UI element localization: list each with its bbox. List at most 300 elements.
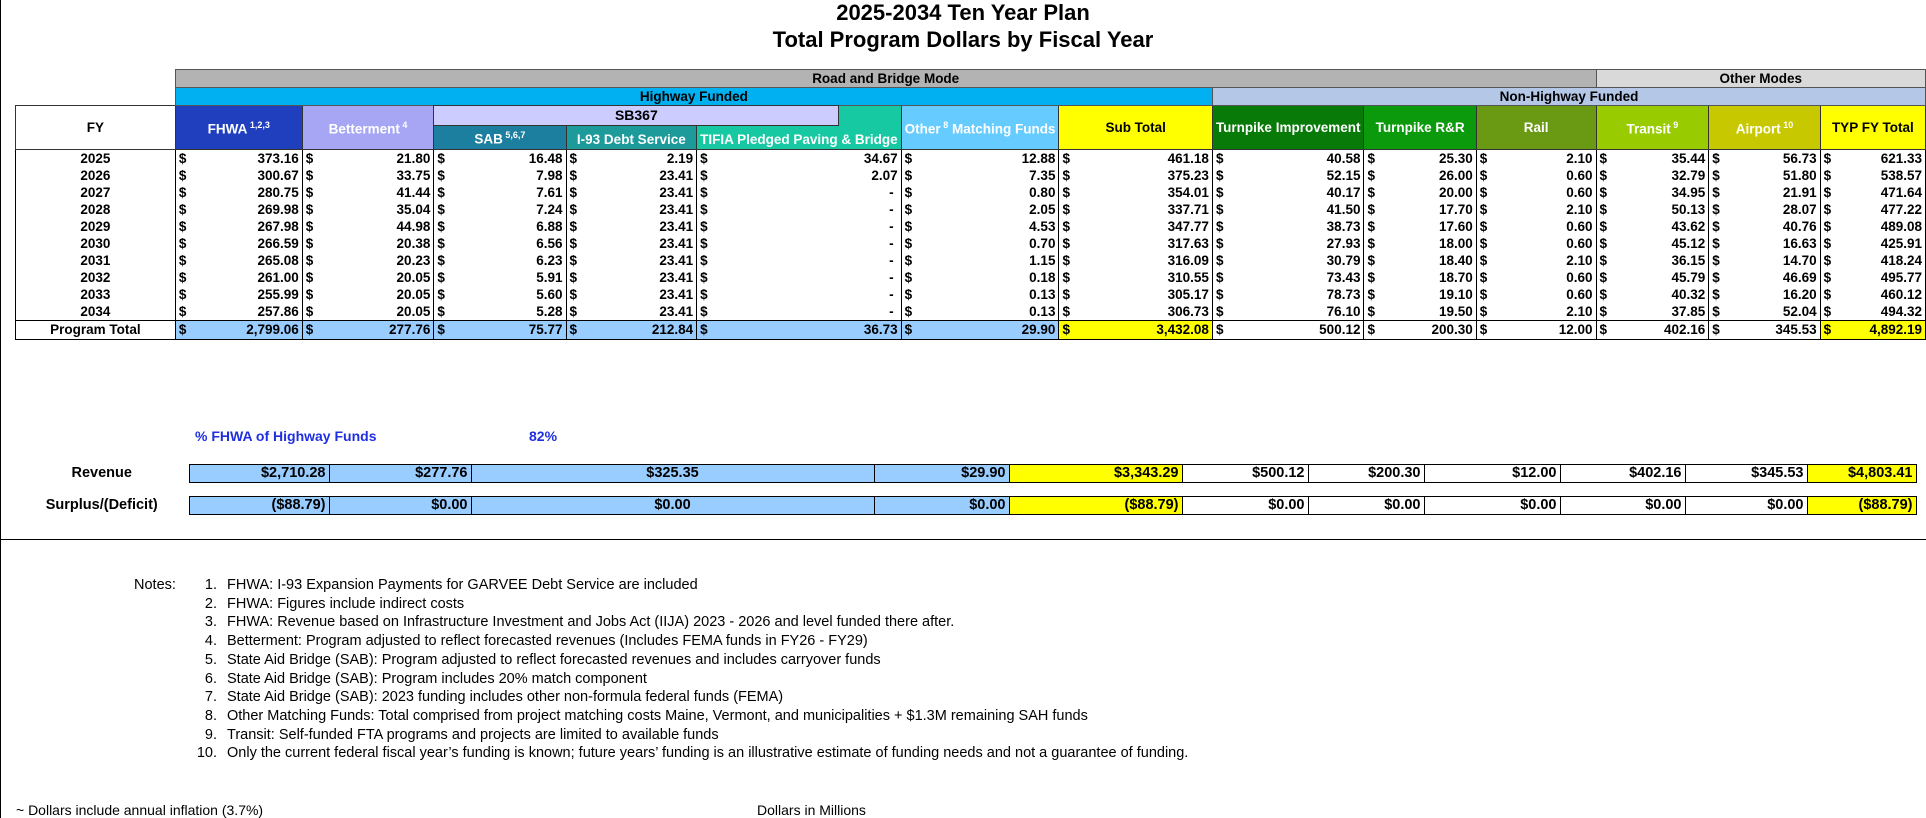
currency-sign: $ xyxy=(1215,252,1224,268)
currency-sign: $ xyxy=(178,252,187,268)
subtotal-cell xyxy=(1059,269,1212,286)
turnpike-rr-cell: $0.00 xyxy=(1308,497,1424,515)
airport-cell xyxy=(1709,235,1820,252)
amount: 5.28 xyxy=(536,303,563,319)
currency-sign: $ xyxy=(437,303,445,319)
amount: 18.40 xyxy=(1438,252,1473,268)
currency-sign: $ xyxy=(1823,269,1832,285)
fhwa-cell xyxy=(175,201,302,218)
currency-sign: $ xyxy=(178,167,187,183)
currency-sign: $ xyxy=(1712,322,1720,337)
sb367-cell: $325.35 xyxy=(471,465,874,483)
total-cell xyxy=(1820,167,1925,184)
currency-sign: $ xyxy=(569,286,578,302)
currency-sign: $ xyxy=(904,322,913,337)
currency-sign: $ xyxy=(569,184,578,200)
amount: 317.63 xyxy=(1167,235,1209,251)
table-row xyxy=(16,201,1926,218)
currency-sign: $ xyxy=(437,167,445,183)
amount: - xyxy=(889,201,894,217)
currency-sign: $ xyxy=(1215,201,1224,217)
fy-cell: 2026 xyxy=(16,167,176,184)
currency-sign: $ xyxy=(700,269,708,285)
betterment-cell xyxy=(302,303,434,321)
currency-sign: $ xyxy=(1479,235,1488,251)
turnpike_imp-cell xyxy=(1212,252,1364,269)
amount: - xyxy=(889,286,894,302)
currency-sign: $ xyxy=(1062,150,1070,166)
other-cell xyxy=(901,269,1059,286)
amount: 0.13 xyxy=(1029,303,1056,319)
notes-label: Notes: xyxy=(134,577,176,593)
amount: 23.41 xyxy=(659,218,694,234)
airport-cell xyxy=(1709,184,1820,201)
amount: 375.23 xyxy=(1167,167,1209,183)
currency-sign: $ xyxy=(700,184,708,200)
subtotal-cell xyxy=(1059,149,1212,167)
total-cell xyxy=(1820,201,1925,218)
fy-cell: 2031 xyxy=(16,252,176,269)
currency-sign: $ xyxy=(1367,303,1375,319)
amount: 16.48 xyxy=(528,150,563,166)
rail-cell xyxy=(1476,218,1596,235)
amount: 12.88 xyxy=(1021,150,1056,166)
currency-sign: $ xyxy=(569,167,578,183)
sb367-header: SB367 xyxy=(433,105,839,126)
betterment-footnote-ref: 4 xyxy=(399,120,408,130)
typ-fy-total-cell: ($88.79) xyxy=(1807,497,1916,515)
amount: 200.30 xyxy=(1431,322,1473,337)
currency-sign: $ xyxy=(305,252,314,268)
airport-cell xyxy=(1709,167,1820,184)
tifia-cell xyxy=(697,201,902,218)
sub-total-cell: ($88.79) xyxy=(1009,497,1182,515)
typ-fy-total-column-header xyxy=(1820,106,1925,150)
fhwa-cell xyxy=(175,286,302,303)
amount: 0.60 xyxy=(1566,167,1593,183)
other-cell xyxy=(901,286,1059,303)
sab-cell xyxy=(434,320,566,339)
amount: 27.93 xyxy=(1326,235,1361,251)
amount: 35.04 xyxy=(396,201,431,217)
currency-sign: $ xyxy=(1599,269,1608,285)
amount: 347.77 xyxy=(1167,218,1209,234)
currency-sign: $ xyxy=(1215,167,1224,183)
amount: 425.91 xyxy=(1880,235,1922,251)
amount: 23.41 xyxy=(659,269,694,285)
amount: 23.41 xyxy=(659,303,694,319)
turnpike-rr-label: Turnpike R&R xyxy=(1375,119,1465,135)
amount: 354.01 xyxy=(1167,184,1209,200)
amount: - xyxy=(889,303,894,319)
amount: 20.00 xyxy=(1438,184,1473,200)
currency-sign: $ xyxy=(1823,218,1832,234)
i93-cell xyxy=(566,235,697,252)
amount: 280.75 xyxy=(257,184,299,200)
amount: 34.67 xyxy=(863,150,898,166)
sab-cell xyxy=(434,252,566,269)
airport-cell xyxy=(1709,201,1820,218)
amount: 36.15 xyxy=(1671,252,1706,268)
rail-cell xyxy=(1476,269,1596,286)
amount: 402.16 xyxy=(1664,322,1706,337)
total-cell xyxy=(1820,320,1925,339)
fy-cell: 2029 xyxy=(16,218,176,235)
currency-sign: $ xyxy=(569,269,578,285)
amount: 0.18 xyxy=(1029,269,1056,285)
currency-sign: $ xyxy=(1712,218,1720,234)
amount: 21.80 xyxy=(396,150,431,166)
amount: 7.24 xyxy=(536,201,563,217)
turnpike-rr-column-header xyxy=(1364,106,1476,150)
currency-sign: $ xyxy=(1062,235,1070,251)
table-row xyxy=(16,184,1926,201)
currency-sign: $ xyxy=(178,269,187,285)
amount: 261.00 xyxy=(257,269,299,285)
currency-sign: $ xyxy=(1062,252,1070,268)
rail-cell xyxy=(1476,252,1596,269)
currency-sign: $ xyxy=(1599,150,1608,166)
currency-sign: $ xyxy=(1062,201,1070,217)
amount: 0.60 xyxy=(1566,235,1593,251)
amount: 7.61 xyxy=(536,184,563,200)
tifia-cell xyxy=(697,235,902,252)
currency-sign: $ xyxy=(1712,235,1720,251)
currency-sign: $ xyxy=(1599,286,1608,302)
i93-cell xyxy=(566,303,697,321)
amount: 16.63 xyxy=(1782,235,1817,251)
currency-sign: $ xyxy=(437,150,445,166)
fy-cell: 2034 xyxy=(16,303,176,321)
fhwa-label: FHWA xyxy=(207,121,248,137)
rail-label: Rail xyxy=(1523,119,1549,135)
other-cell xyxy=(901,218,1059,235)
notes-section xyxy=(134,576,1188,763)
currency-sign: $ xyxy=(904,235,913,251)
program-total-label: Program Total xyxy=(16,320,176,339)
sab-label: SAB xyxy=(474,131,503,147)
amount: 266.59 xyxy=(257,235,299,251)
program-total-row xyxy=(16,320,1926,339)
fy-cell: 2028 xyxy=(16,201,176,218)
i93-cell xyxy=(566,286,697,303)
currency-sign: $ xyxy=(1062,184,1070,200)
i93-debt-service-label: I-93 Debt Service xyxy=(576,131,686,147)
currency-sign: $ xyxy=(1599,184,1608,200)
amount: 32.79 xyxy=(1671,167,1706,183)
fhwa-footnote-ref: 1,2,3 xyxy=(247,120,270,130)
turnpike-improvement-cell: $0.00 xyxy=(1182,497,1308,515)
betterment-label: Betterment xyxy=(328,121,400,137)
currency-sign: $ xyxy=(1215,150,1224,166)
amount: 5.91 xyxy=(536,269,563,285)
turnpike_rr-cell xyxy=(1364,286,1476,303)
amount: 16.20 xyxy=(1782,286,1817,302)
note-item: 1. FHWA: I-93 Expansion Payments for GARVEE Debt Service are included xyxy=(221,576,1188,595)
i93-cell xyxy=(566,201,697,218)
rail-cell xyxy=(1476,235,1596,252)
amount: 418.24 xyxy=(1880,252,1922,268)
amount: 40.32 xyxy=(1671,286,1706,302)
total-cell xyxy=(1820,269,1925,286)
currency-sign: $ xyxy=(700,150,708,166)
currency-sign: $ xyxy=(1367,269,1375,285)
betterment-cell xyxy=(302,320,434,339)
pct-fhwa-label: % FHWA of Highway Funds xyxy=(195,428,377,444)
amount: 305.17 xyxy=(1167,286,1209,302)
amount: 20.23 xyxy=(396,252,431,268)
sab-footnote-ref: 5,6,7 xyxy=(502,130,526,140)
transit-cell xyxy=(1596,252,1709,269)
revenue-row xyxy=(15,465,1916,483)
currency-sign: $ xyxy=(1823,184,1832,200)
currency-sign: $ xyxy=(1062,322,1070,337)
amount: 212.84 xyxy=(651,322,694,337)
transit-cell xyxy=(1596,184,1709,201)
mode-header-row xyxy=(16,70,1926,88)
turnpike_rr-cell xyxy=(1364,167,1476,184)
amount: 40.17 xyxy=(1326,184,1361,200)
currency-sign: $ xyxy=(305,303,314,319)
amount: 75.77 xyxy=(528,322,563,337)
airport-cell xyxy=(1709,252,1820,269)
amount: 52.04 xyxy=(1782,303,1817,319)
page-title: 2025-2034 Ten Year Plan xyxy=(836,0,1090,25)
betterment-column-header xyxy=(302,106,434,150)
amount: 0.60 xyxy=(1566,218,1593,234)
airport-footnote-ref: 10 xyxy=(1780,120,1794,130)
transit-cell xyxy=(1596,320,1709,339)
subtotal-cell xyxy=(1059,201,1212,218)
amount: 23.41 xyxy=(659,286,694,302)
currency-sign: $ xyxy=(1599,201,1608,217)
currency-sign: $ xyxy=(178,322,187,337)
currency-sign: $ xyxy=(1599,322,1608,337)
tifia-cell xyxy=(697,167,902,184)
non-highway-funded-header: Non-Highway Funded xyxy=(1212,88,1925,106)
amount: 621.33 xyxy=(1880,150,1922,166)
amount: 46.69 xyxy=(1782,269,1817,285)
i93-cell xyxy=(566,269,697,286)
sub-total-cell: $3,343.29 xyxy=(1009,465,1182,483)
i93-cell xyxy=(566,252,697,269)
tifia-label: TIFIA Pledged Paving & Bridge xyxy=(700,131,898,147)
amount: 6.23 xyxy=(536,252,563,268)
amount: 6.88 xyxy=(536,218,563,234)
rail-cell xyxy=(1476,303,1596,321)
currency-sign: $ xyxy=(904,252,913,268)
table-row xyxy=(16,235,1926,252)
currency-sign: $ xyxy=(1712,201,1720,217)
fy-cell: 2032 xyxy=(16,269,176,286)
note-item: 7. State Aid Bridge (SAB): 2023 funding includes other non-formula federal funds (FEMA) xyxy=(221,688,1188,707)
fy-cell: 2033 xyxy=(16,286,176,303)
amount: 28.07 xyxy=(1782,201,1817,217)
other-modes-header: Other Modes xyxy=(1596,70,1925,88)
currency-sign: $ xyxy=(178,218,187,234)
table-row xyxy=(16,149,1926,167)
amount: 52.15 xyxy=(1326,167,1361,183)
note-item: 4. Betterment: Program adjusted to reflect forecasted revenues (Includes FEMA funds in FY26 - FY29) xyxy=(221,632,1188,651)
currency-sign: $ xyxy=(437,269,445,285)
note-item: 3. FHWA: Revenue based on Infrastructure Investment and Jobs Act (IIJA) 2023 - 2026 and level funded there after. xyxy=(221,613,1188,632)
airport-cell: $345.53 xyxy=(1685,465,1807,483)
tifia-cell xyxy=(697,149,902,167)
currency-sign: $ xyxy=(1367,201,1375,217)
transit-cell xyxy=(1596,201,1709,218)
currency-sign: $ xyxy=(1215,286,1224,302)
currency-sign: $ xyxy=(1215,322,1224,337)
currency-sign: $ xyxy=(904,167,913,183)
currency-sign: $ xyxy=(437,322,445,337)
currency-sign: $ xyxy=(1479,286,1488,302)
betterment-cell xyxy=(302,184,434,201)
currency-sign: $ xyxy=(1823,235,1832,251)
funding-header-row xyxy=(16,88,1926,106)
airport-cell xyxy=(1709,320,1820,339)
currency-sign: $ xyxy=(1712,167,1720,183)
tifia-cell xyxy=(697,320,902,339)
amount: 310.55 xyxy=(1167,269,1209,285)
amount: 18.70 xyxy=(1438,269,1473,285)
amount: 18.00 xyxy=(1438,235,1473,251)
amount: 33.75 xyxy=(396,167,431,183)
currency-sign: $ xyxy=(569,235,578,251)
currency-sign: $ xyxy=(1367,150,1375,166)
turnpike_rr-cell xyxy=(1364,320,1476,339)
currency-sign: $ xyxy=(1599,218,1608,234)
airport-label: Airport xyxy=(1735,121,1781,137)
transit-footnote-ref: 9 xyxy=(1670,120,1679,130)
amount: 21.91 xyxy=(1782,184,1817,200)
amount: 0.60 xyxy=(1566,269,1593,285)
revenue-label: Revenue xyxy=(15,465,189,483)
currency-sign: $ xyxy=(1712,303,1720,319)
currency-sign: $ xyxy=(1215,269,1224,285)
tifia-cell xyxy=(697,218,902,235)
rail-cell: $0.00 xyxy=(1424,497,1560,515)
note-item: 2. FHWA: Figures include indirect costs xyxy=(221,595,1188,614)
column-header-row xyxy=(16,106,1926,150)
other-cell xyxy=(901,167,1059,184)
rail-cell xyxy=(1476,149,1596,167)
fy-cell: 2030 xyxy=(16,235,176,252)
highway-funded-header: Highway Funded xyxy=(175,88,1212,106)
amount: 0.60 xyxy=(1566,286,1593,302)
amount: 2.10 xyxy=(1566,252,1593,268)
turnpike_rr-cell xyxy=(1364,218,1476,235)
amount: 41.50 xyxy=(1326,201,1361,217)
currency-sign: $ xyxy=(305,286,314,302)
other-matching-label: Other xyxy=(904,121,941,137)
currency-sign: $ xyxy=(1823,167,1832,183)
fhwa-cell xyxy=(175,167,302,184)
turnpike_rr-cell xyxy=(1364,184,1476,201)
currency-sign: $ xyxy=(1215,235,1224,251)
currency-sign: $ xyxy=(700,167,708,183)
currency-sign: $ xyxy=(569,303,578,319)
currency-sign: $ xyxy=(1599,303,1608,319)
currency-sign: $ xyxy=(437,201,445,217)
fy-column-header xyxy=(16,106,176,150)
spacer-row xyxy=(15,483,1916,497)
amount: 265.08 xyxy=(257,252,299,268)
currency-sign: $ xyxy=(1479,184,1488,200)
currency-sign: $ xyxy=(1599,235,1608,251)
amount: 41.44 xyxy=(396,184,431,200)
total-cell xyxy=(1820,184,1925,201)
turnpike-improvement-label: Turnpike Improvement xyxy=(1215,119,1361,135)
amount: 4.53 xyxy=(1029,218,1056,234)
surplus-deficit-row xyxy=(15,497,1916,515)
total-cell xyxy=(1820,252,1925,269)
table-row xyxy=(16,167,1926,184)
turnpike_rr-cell xyxy=(1364,235,1476,252)
amount: 269.98 xyxy=(257,201,299,217)
total-cell xyxy=(1820,149,1925,167)
currency-sign: $ xyxy=(1712,286,1720,302)
i93-cell xyxy=(566,218,697,235)
sb367-cell: $0.00 xyxy=(471,497,874,515)
currency-sign: $ xyxy=(1062,269,1070,285)
amount: 25.30 xyxy=(1438,150,1473,166)
revenue-table xyxy=(15,464,1917,515)
currency-sign: $ xyxy=(178,201,187,217)
transit-cell: $0.00 xyxy=(1560,497,1685,515)
currency-sign: $ xyxy=(1062,286,1070,302)
other-cell xyxy=(901,320,1059,339)
amount: 316.09 xyxy=(1167,252,1209,268)
currency-sign: $ xyxy=(904,269,913,285)
betterment-cell xyxy=(302,252,434,269)
amount: 3,432.08 xyxy=(1156,322,1209,337)
turnpike-rr-cell: $200.30 xyxy=(1308,465,1424,483)
amount: - xyxy=(889,184,894,200)
transit-cell xyxy=(1596,167,1709,184)
tifia-cell xyxy=(697,252,902,269)
currency-sign: $ xyxy=(1479,167,1488,183)
amount: - xyxy=(889,218,894,234)
amount: 477.22 xyxy=(1880,201,1922,217)
amount: 461.18 xyxy=(1167,150,1209,166)
currency-sign: $ xyxy=(1712,252,1720,268)
i93-cell xyxy=(566,320,697,339)
other-cell xyxy=(901,252,1059,269)
transit-cell xyxy=(1596,235,1709,252)
currency-sign: $ xyxy=(1367,286,1375,302)
turnpike_imp-cell xyxy=(1212,167,1364,184)
currency-sign: $ xyxy=(569,252,578,268)
amount: 36.73 xyxy=(863,322,898,337)
betterment-cell xyxy=(302,235,434,252)
amount: 37.85 xyxy=(1671,303,1706,319)
other-cell xyxy=(901,184,1059,201)
amount: 20.05 xyxy=(396,286,431,302)
other-matching-cell: $29.90 xyxy=(874,465,1009,483)
amount: 19.50 xyxy=(1438,303,1473,319)
turnpike_imp-cell xyxy=(1212,149,1364,167)
currency-sign: $ xyxy=(305,322,314,337)
amount: 267.98 xyxy=(257,218,299,234)
currency-sign: $ xyxy=(700,252,708,268)
currency-sign: $ xyxy=(1712,269,1720,285)
amount: 73.43 xyxy=(1326,269,1361,285)
note-item: 6. State Aid Bridge (SAB): Program includes 20% match component xyxy=(221,670,1188,689)
amount: 255.99 xyxy=(257,286,299,302)
amount: 23.41 xyxy=(659,235,694,251)
sab-cell xyxy=(434,269,566,286)
rail-cell xyxy=(1476,286,1596,303)
